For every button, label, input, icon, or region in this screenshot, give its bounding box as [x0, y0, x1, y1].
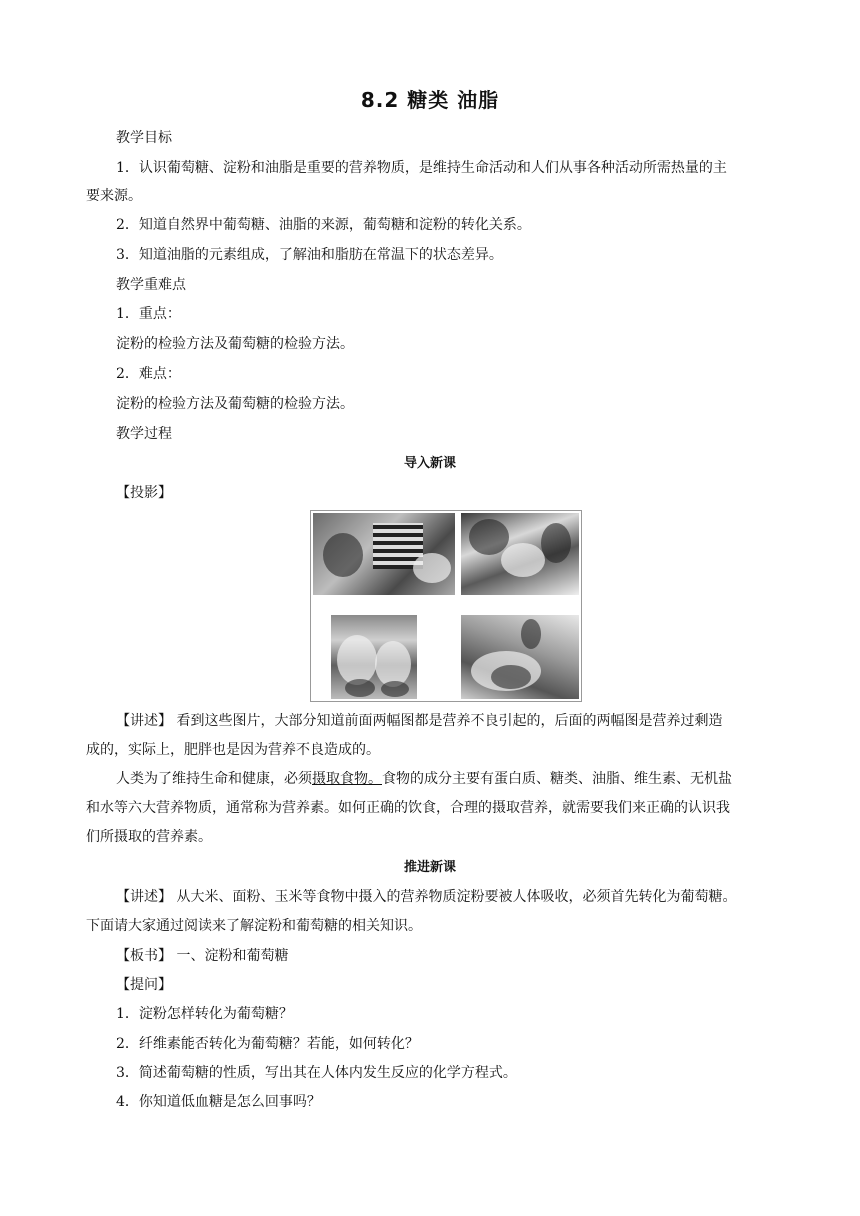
paragraph-2-text-pre: 人类为了维持生命和健康，必须	[116, 771, 312, 787]
key-point-text: 淀粉的检验方法及葡萄糖的检验方法。	[116, 336, 354, 352]
difficulty-label: 2．难点：	[116, 366, 181, 382]
paragraph-2-line-3: 们所摄取的营养素。	[86, 829, 212, 845]
difficulty-text: 淀粉的检验方法及葡萄糖的检验方法。	[116, 396, 354, 412]
question-4: 4．你知道低血糖是怎么回事吗？	[116, 1094, 321, 1110]
paragraph-2-line-2: 和水等六大营养物质，通常称为营养素。如何正确的饮食，合理的摄取营养，就需要我们来正确的认识我	[86, 800, 730, 816]
question-3: 3．简述葡萄糖的性质，写出其在人体内发生反应的化学方程式。	[116, 1065, 517, 1081]
projection-label: 【投影】	[116, 485, 172, 501]
narration-2-line-1: 【讲述】 从大米、面粉、玉米等食物中摄入的营养物质淀粉要被人体吸收，必须首先转化为葡萄糖。	[116, 889, 737, 905]
subheading-intro: 导入新课	[403, 456, 456, 471]
paragraph-2-text-post: 食物的成分主要有蛋白质、糖类、油脂、维生素、无机盐	[382, 771, 732, 787]
question-label: 【提问】	[116, 977, 172, 993]
narration-1-line-2: 成的，实际上，肥胖也是因为营养不良造成的。	[86, 742, 380, 758]
goal-1-line-1: 1．认识葡萄糖、淀粉和油脂是重要的营养物质，是维持生命活动和人们从事各种活动所需热量的主	[116, 160, 727, 176]
board-note: 【板书】 一、淀粉和葡萄糖	[116, 948, 289, 964]
key-point-label: 1．重点：	[116, 306, 181, 322]
subheading-advance: 推进新课	[403, 860, 456, 875]
photo-obese-children	[331, 615, 417, 699]
question-1: 1．淀粉怎样转化为葡萄糖？	[116, 1006, 293, 1022]
photo-collage	[310, 510, 582, 702]
photo-obese-patient	[461, 615, 579, 699]
goal-2: 2．知道自然界中葡萄糖、油脂的来源，葡萄糖和淀粉的转化关系。	[116, 217, 531, 233]
narration-2-line-2: 下面请大家通过阅读来了解淀粉和葡萄糖的相关知识。	[86, 918, 422, 934]
page-title: 8.2 糖类 油脂	[360, 88, 500, 112]
paragraph-2-line-1	[116, 769, 732, 789]
goal-1-line-2: 要来源。	[86, 188, 142, 204]
narration-1-line-1: 【讲述】 看到这些图片，大部分知道前面两幅图都是营养不良引起的，后面的两幅图是营养过剩造	[116, 713, 723, 729]
section-heading-goals: 教学目标	[116, 130, 172, 146]
photo-malnourished-child-1	[313, 513, 455, 595]
section-heading-key-points: 教学重难点	[116, 277, 186, 293]
section-heading-process: 教学过程	[116, 426, 172, 442]
paragraph-2-underlined: 摄取食物。	[312, 771, 382, 787]
goal-3: 3．知道油脂的元素组成，了解油和脂肪在常温下的状态差异。	[116, 247, 503, 263]
photo-malnourished-child-2	[461, 513, 579, 595]
question-2: 2．纤维素能否转化为葡萄糖？若能，如何转化？	[116, 1036, 419, 1052]
